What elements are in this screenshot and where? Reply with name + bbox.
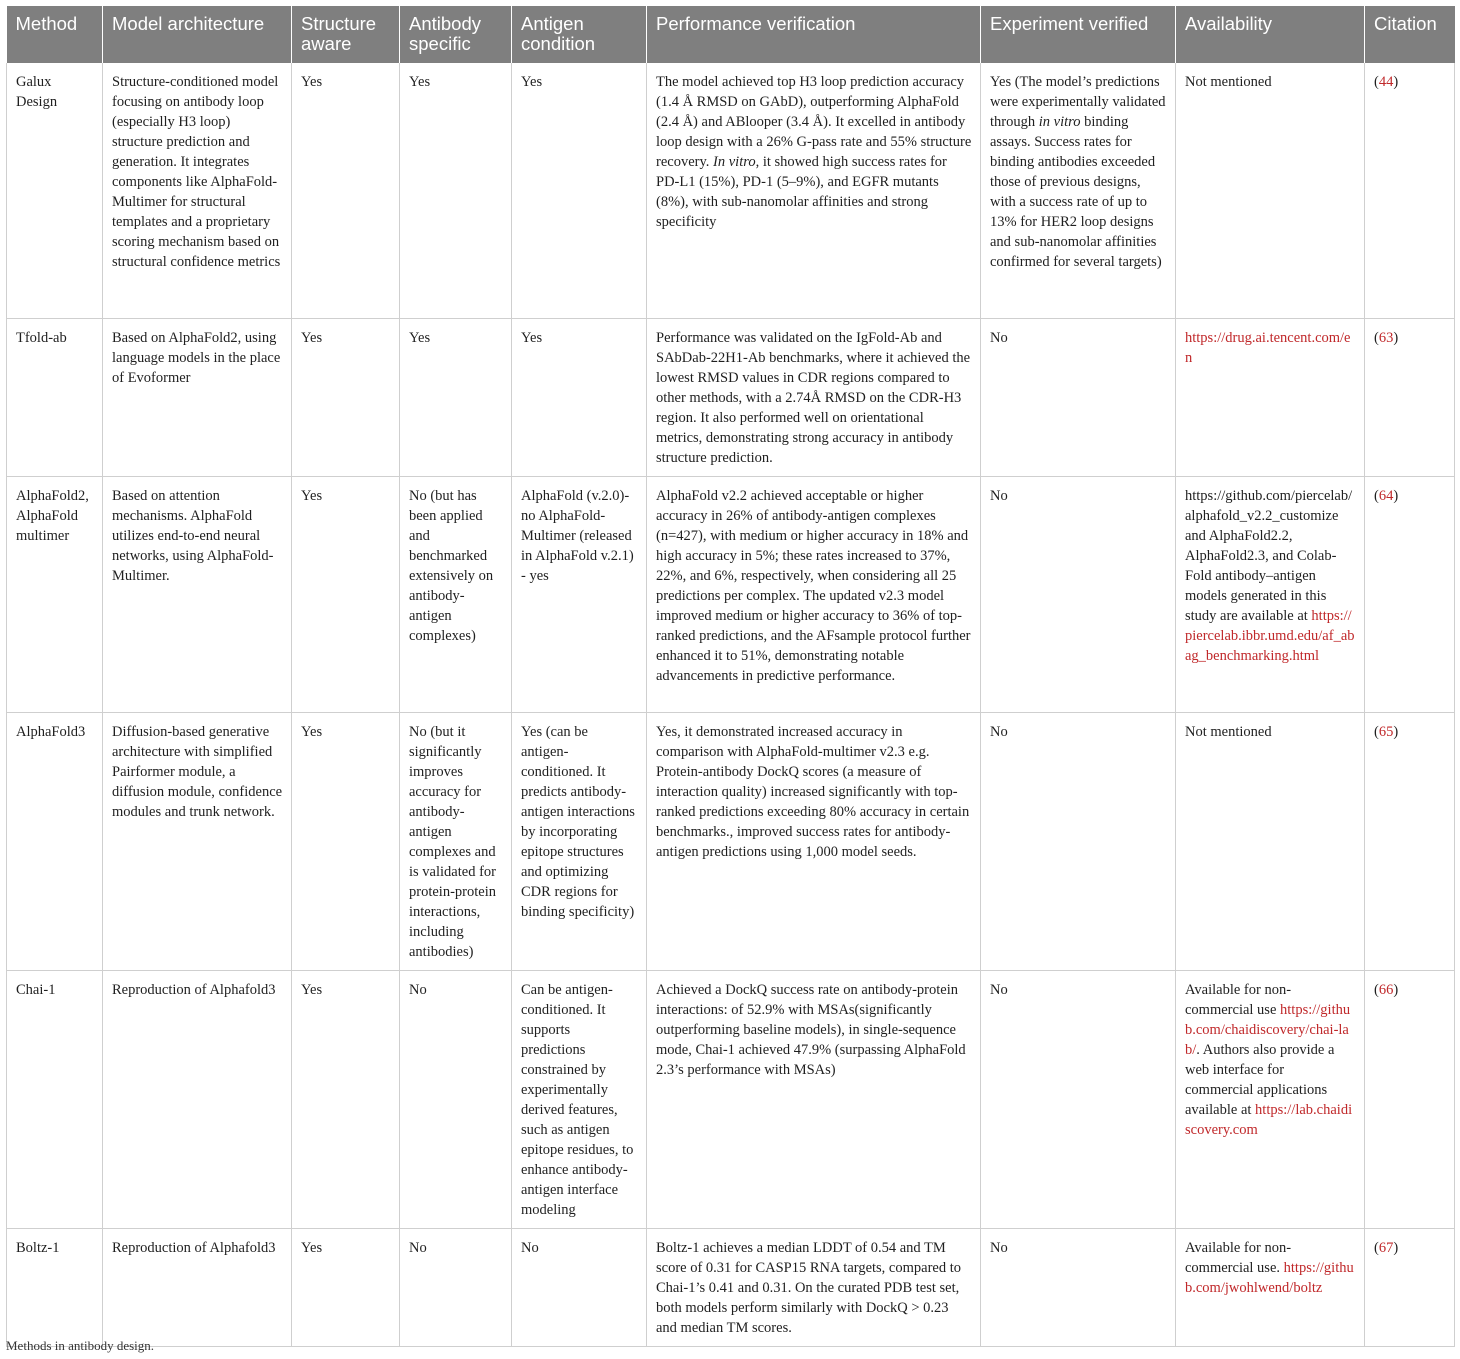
availability-text: Not mentioned [1185,74,1272,90]
table-row [7,477,1455,713]
cell-structure-aware: Yes [292,713,400,971]
table-row [7,713,1455,971]
header-method: Method [7,6,103,63]
cell-method: AlphaFold3 [7,713,103,971]
experiment-text: Yes (The model’s predictions were experimentally validated through [990,74,1166,130]
cell-antibody-specific: No (but it significantly improves accuracy for antibody-antigen complexes and is validated for protein-protein interactions, including antibodies) [400,713,512,971]
cell-experiment-verified: No [981,477,1176,713]
availability-text: Available for non-commercial use [1185,982,1292,1018]
cell-experiment-verified: No [981,319,1176,477]
cell-architecture: Based on attention mechanisms. AlphaFold utilizes end-to-end neural networks, using AlphaFold-Multimer. [103,477,292,713]
availability-link[interactable]: https://drug.ai.tencent.com/en [1185,330,1351,366]
availability-link[interactable]: https://github.com/jwohlwend/boltz [1185,1260,1354,1296]
citation-link[interactable]: 66 [1378,982,1394,998]
header-experiment-verified: Experiment verified [981,6,1176,63]
cell-availability [1176,477,1365,713]
cell-performance: Achieved a DockQ success rate on antibody-protein interactions: of 52.9% with MSAs(significantly outperforming baseline models), in single-sequence mode, Chai-1 achieved 47.9% (surpassing AlphaFold 2.3’s performance with MSAs) [647,971,981,1229]
cell-antibody-specific: No [400,971,512,1229]
cell-performance: AlphaFold v2.2 achieved acceptable or higher accuracy in 26% of antibody-antigen complexes (n=427), with medium or higher accuracy in 18% and high accuracy in 5%; these rates increased to 37%, 22%, and 6%, respectively, when considering all 25 predictions per complex. The updated v2.3 model improved medium or higher accuracy to 36% of top-ranked predictions, and the AFsample protocol further enhanced it to 51%, demonstrating notable advancements in predictive performance. [647,477,981,713]
cell-architecture: Diffusion-based generative architecture with simplified Pairformer module, a diffusion module, confidence modules and trunk network. [103,713,292,971]
cell-method: Chai-1 [7,971,103,1229]
cell-availability [1176,63,1365,319]
cell-antigen-condition: Yes [512,319,647,477]
cell-citation: (67) [1365,1229,1455,1347]
cell-experiment-verified: No [981,1229,1176,1347]
cell-structure-aware: Yes [292,63,400,319]
table-header [7,6,1455,63]
table-caption: Methods in antibody design. [6,1338,155,1353]
cell-method: Tfold-ab [7,319,103,477]
cell-antibody-specific: No [400,1229,512,1347]
header-antibody-specific: Antibody specific [400,6,512,63]
performance-text-cont: , it showed high success rates for PD-L1 (15%), PD-1 (5–9%), and EGFR mutants (8%), with sub-nanomolar affinities and strong specificity [656,154,947,230]
table-body [7,63,1455,1347]
citation-link[interactable]: 44 [1378,74,1394,90]
cell-antigen-condition: Yes [512,63,647,319]
cell-structure-aware: Yes [292,477,400,713]
cell-architecture: Reproduction of Alphafold3 [103,1229,292,1347]
cell-citation: (66) [1365,971,1455,1229]
header-availability: Availability [1176,6,1365,63]
cell-citation: (65) [1365,713,1455,971]
cell-method: Boltz-1 [7,1229,103,1347]
citation-link[interactable]: 65 [1378,724,1394,740]
table-row [7,971,1455,1229]
cell-citation: (64) [1365,477,1455,713]
header-performance-verification: Performance verification [647,6,981,63]
cell-structure-aware: Yes [292,971,400,1229]
cell-availability [1176,319,1365,477]
methods-table [6,6,1455,1347]
cell-structure-aware: Yes [292,1229,400,1347]
header-model-architecture: Model architecture [103,6,292,63]
availability-text: Available for non-commercial use. [1185,1240,1292,1276]
table-row [7,319,1455,477]
availability-link[interactable]: https://piercelab.ibbr.umd.edu/af_abag_benchmarking.html [1185,608,1355,664]
performance-text: The model achieved top H3 loop prediction accuracy (1.4 Å RMSD on GAbD), outperforming AlphaFold (2.4 Å) and ABlooper (3.4 Å). It excelled in antibody loop design with a 26% G-pass rate and 55% structure recovery. [656,74,972,170]
cell-performance: Boltz-1 achieves a median LDDT of 0.54 and TM score of 0.31 for CASP15 RNA targets, compared to Chai-1’s 0.41 and 0.31. On the curated PDB test set, both models perform similarly with DockQ > 0.23 and median TM scores. [647,1229,981,1347]
cell-architecture: Reproduction of Alphafold3 [103,971,292,1229]
availability-link-web[interactable]: https://lab.chaidiscovery.com [1185,1102,1353,1138]
cell-experiment-verified: No [981,713,1176,971]
cell-citation: (63) [1365,319,1455,477]
table-row [7,1229,1455,1347]
experiment-emphasis: in vitro [1038,114,1081,130]
cell-architecture: Based on AlphaFold2, using language models in the place of Evoformer [103,319,292,477]
header-antigen-condition: Antigen condition [512,6,647,63]
cell-method: AlphaFold2, AlphaFold multimer [7,477,103,713]
table-row [7,63,1455,319]
availability-link[interactable]: https://github.com/chaidiscovery/chai-lab/ [1185,1002,1351,1058]
cell-performance [647,63,981,319]
cell-antigen-condition: AlphaFold (v.2.0)- no AlphaFold-Multimer (released in AlphaFold v.2.1) - yes [512,477,647,713]
experiment-text-cont: binding assays. Success rates for binding antibodies exceeded those of previous designs, with a success rate of up to 13% for HER2 loop designs and sub-nanomolar affinities confirmed for several targets) [990,114,1162,270]
cell-antibody-specific: Yes [400,319,512,477]
cell-antigen-condition: Yes (can be antigen-conditioned. It predicts antibody-antigen interactions by incorporating epitope structures and optimizing CDR regions for binding specificity) [512,713,647,971]
cell-architecture: Structure-conditioned model focusing on antibody loop (especially H3 loop) structure prediction and generation. It integrates components like AlphaFold-Multimer for structural templates and a proprietary scoring mechanism based on structural confidence metrics [103,63,292,319]
citation-link[interactable]: 67 [1378,1240,1394,1256]
cell-method: Galux Design [7,63,103,319]
cell-availability [1176,1229,1365,1347]
cell-experiment-verified [981,63,1176,319]
header-structure-aware: Structure aware [292,6,400,63]
availability-text: https://github.com/piercelab/alphafold_v2.2_customize and AlphaFold2.2, AlphaFold2.3, and Colab-Fold antibody–antigen models generated in this study are available at [1185,488,1353,624]
cell-experiment-verified: No [981,971,1176,1229]
cell-antibody-specific: No (but has been applied and benchmarked extensively on antibody-antigen complexes) [400,477,512,713]
cell-performance: Performance was validated on the IgFold-Ab and SAbDab-22H1-Ab benchmarks, where it achieved the lowest RMSD values in CDR regions compared to other methods, with a 2.74Å RMSD on the CDR-H3 region. It also performed well on orientational metrics, demonstrating strong accuracy in antibody structure prediction. [647,319,981,477]
cell-antigen-condition: No [512,1229,647,1347]
availability-text-cont: . Authors also provide a web interface for commercial applications available at [1185,1042,1335,1118]
header-citation: Citation [1365,6,1455,63]
cell-performance: Yes, it demonstrated increased accuracy in comparison with AlphaFold-multimer v2.3 e.g. Protein-antibody DockQ scores (a measure of interaction quality) increased significantly with top-ranked predictions exceeding 80% accuracy in certain benchmarks., improved success rates for antibody-antigen predictions using 1,000 model seeds. [647,713,981,971]
cell-antibody-specific: Yes [400,63,512,319]
cell-citation: (44) [1365,63,1455,319]
cell-availability: Not mentioned [1176,713,1365,971]
cell-availability [1176,971,1365,1229]
citation-link[interactable]: 63 [1378,330,1394,346]
cell-antigen-condition: Can be antigen-conditioned. It supports predictions constrained by experimentally derived features, such as antigen epitope residues, to enhance antibody-antigen interface modeling [512,971,647,1229]
performance-emphasis: In vitro [713,154,756,170]
cell-structure-aware: Yes [292,319,400,477]
citation-link[interactable]: 64 [1378,488,1394,504]
